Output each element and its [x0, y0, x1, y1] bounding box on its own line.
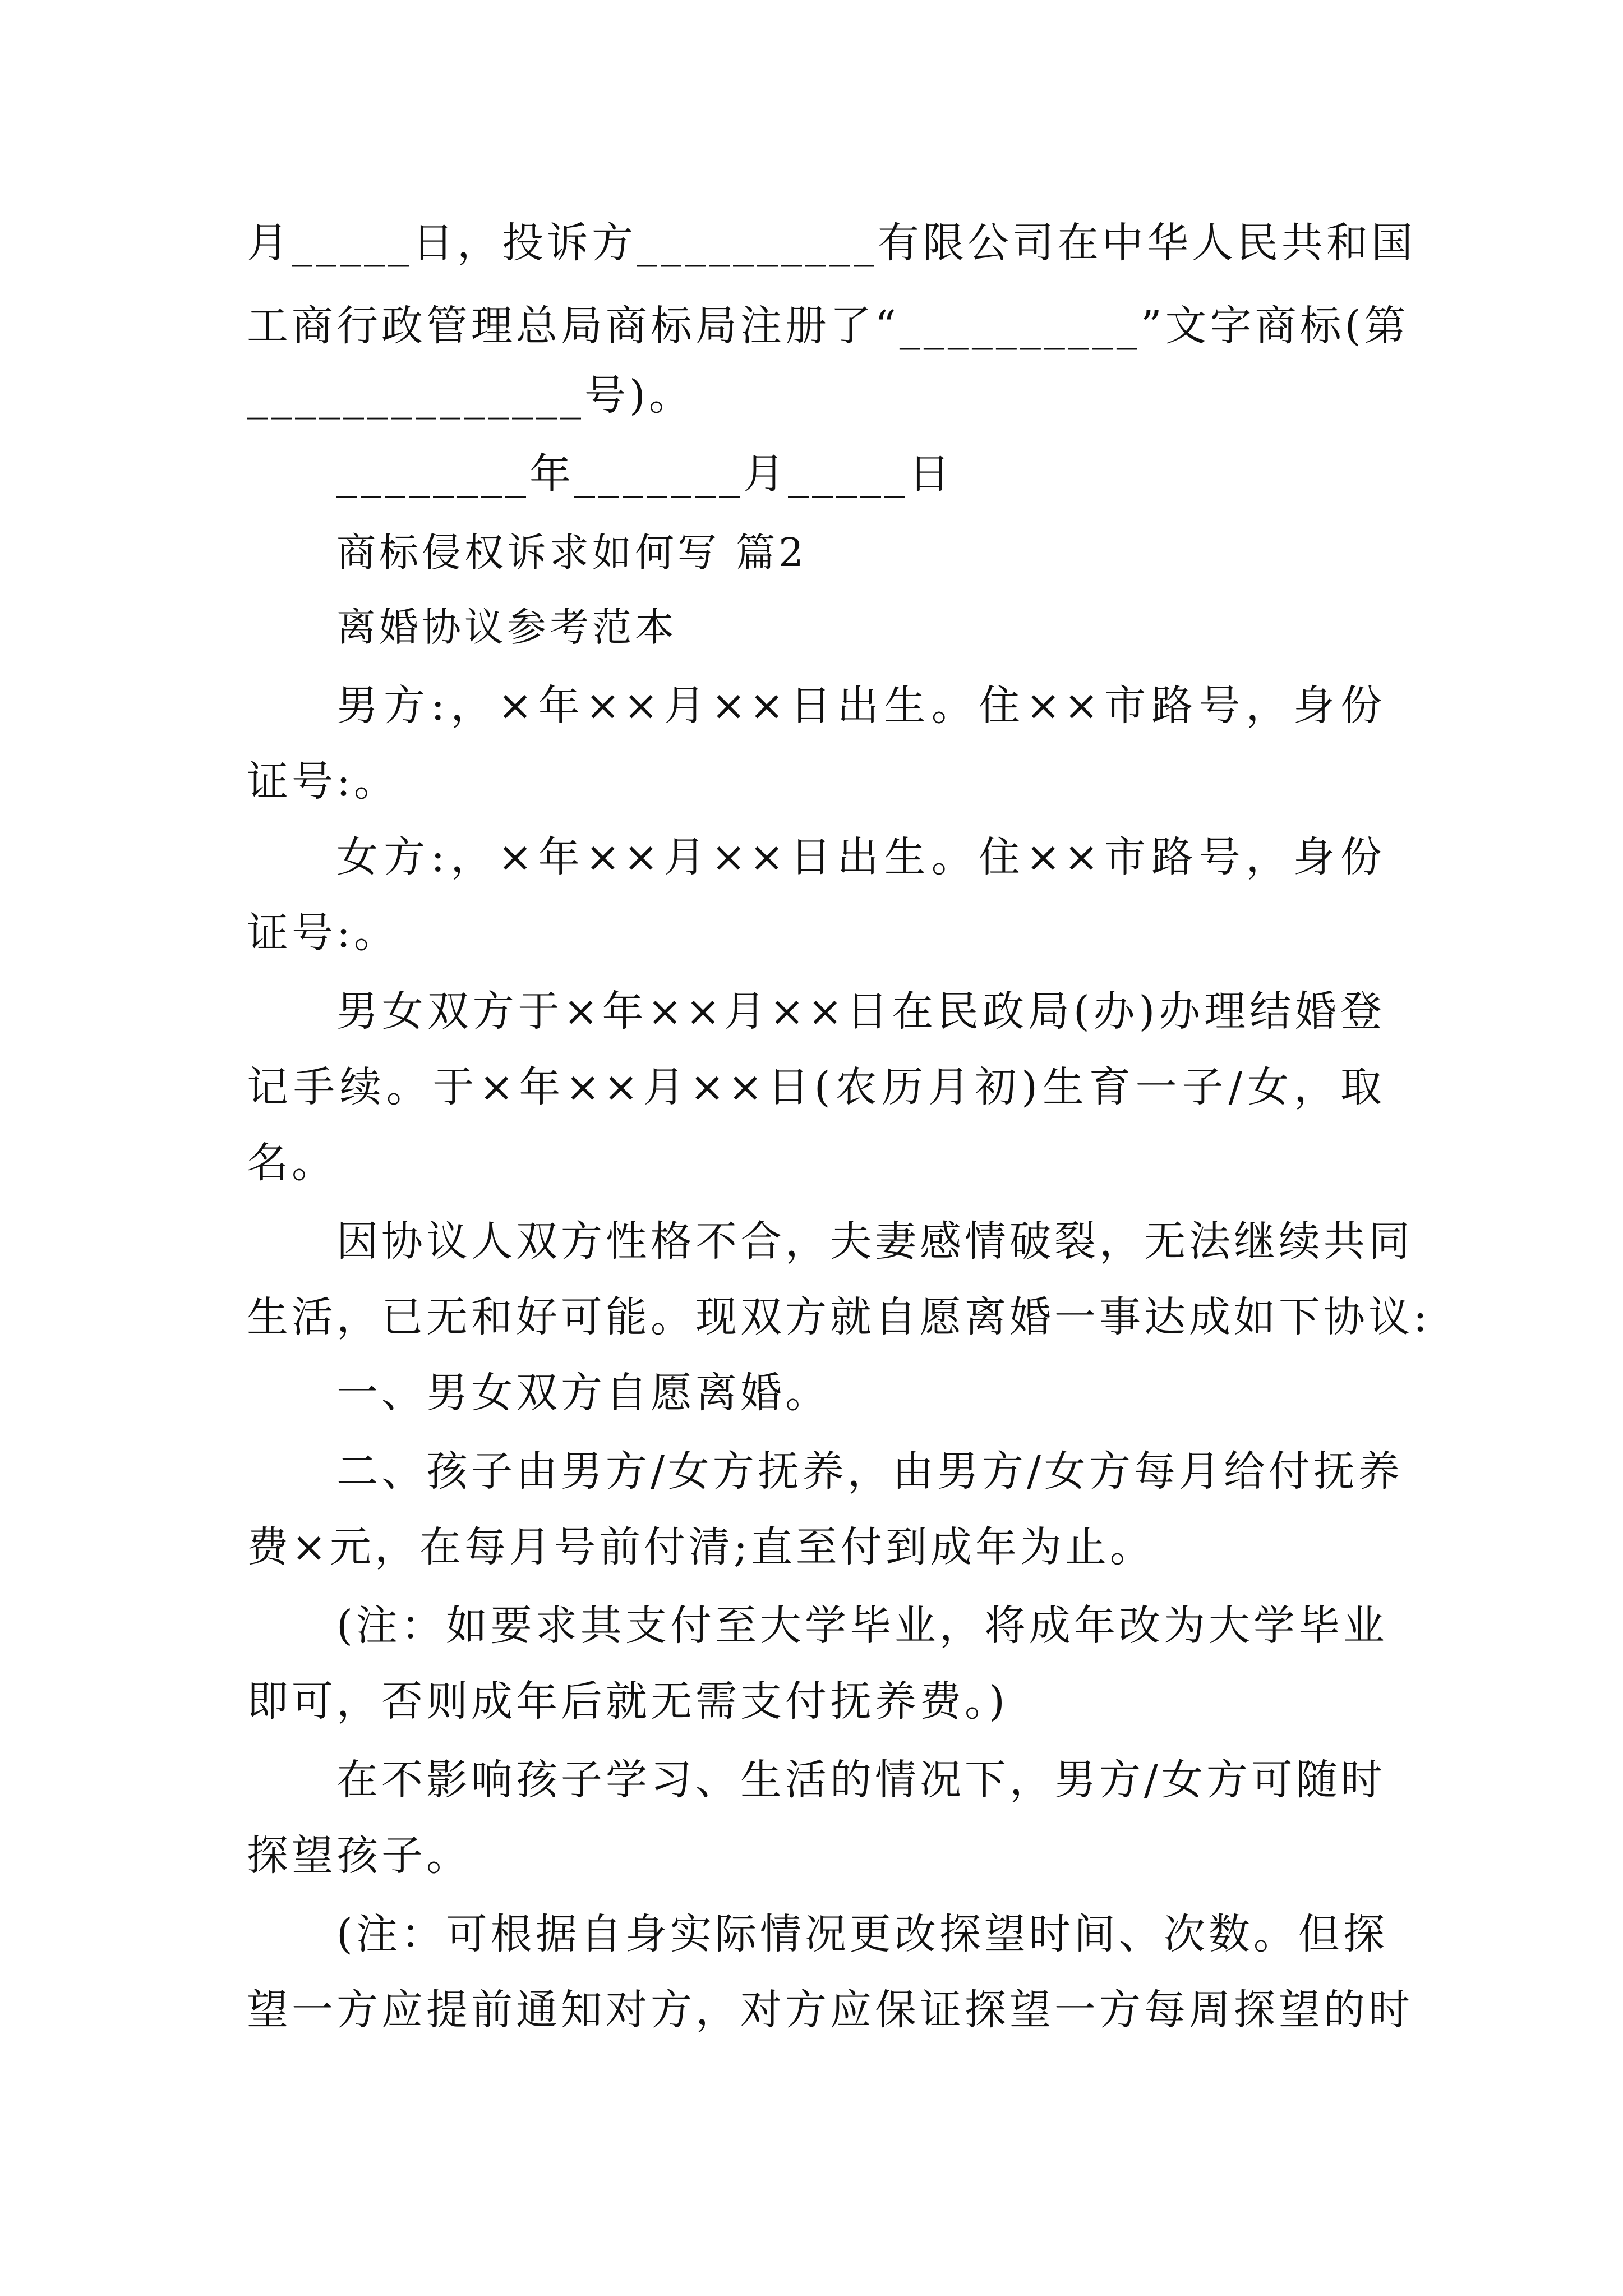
text-line: 生活，已无和好可能。现双方就自愿离婚一事达成如下协议:: [247, 1293, 1431, 1341]
text-line: 证号:。: [247, 757, 399, 806]
text-line: 记手续。于×年××月××日(农历月初)生育一子/女，取: [247, 1063, 1385, 1111]
text-line: ______________号)。: [247, 371, 694, 420]
text-line: 名。: [247, 1139, 336, 1187]
text-line: 男女双方于×年××月××日在民政局(办)办理结婚登: [336, 987, 1385, 1036]
note-line: (注：可根据自身实际情况更改探望时间、次数。但探: [336, 1910, 1388, 1958]
date-line: ________年_______月_____日: [336, 450, 953, 498]
text-line: 工商行政管理总局商标局注册了“__________”文字商标(第: [247, 302, 1409, 350]
text-line: 因协议人双方性格不合，夫妻感情破裂，无法继续共同: [336, 1217, 1413, 1266]
text-line: 证号:。: [247, 909, 399, 957]
list-item: 一、男女双方自愿离婚。: [336, 1369, 830, 1417]
text-line: 在不影响孩子学习、生活的情况下，男方/女方可随时: [336, 1756, 1386, 1804]
text-line: 女方:，×年××月××日出生。住××市路号，身份: [336, 833, 1385, 881]
list-item: 二、孩子由男方/女方抚养，由男方/女方每月给付抚养: [336, 1447, 1403, 1496]
note-line: 即可，否则成年后就无需支付抚养费。): [247, 1677, 1008, 1726]
note-line: (注：如要求其支付至大学毕业，将成年改为大学毕业: [336, 1602, 1388, 1650]
document-title: 离婚协议参考范本: [336, 604, 677, 650]
text-line: 男方:，×年××月××日出生。住××市路号，身份: [336, 682, 1385, 730]
note-line: 望一方应提前通知对方，对方应保证探望一方每周探望的时: [247, 1986, 1413, 2034]
section-heading: 商标侵权诉求如何写 篇2: [336, 530, 807, 576]
text-line: 月_____日，投诉方__________有限公司在中华人民共和国: [247, 219, 1416, 267]
text-line: 探望孩子。: [247, 1832, 471, 1880]
text-line: 费×元，在每月号前付清;直至付到成年为止。: [247, 1523, 1155, 1571]
